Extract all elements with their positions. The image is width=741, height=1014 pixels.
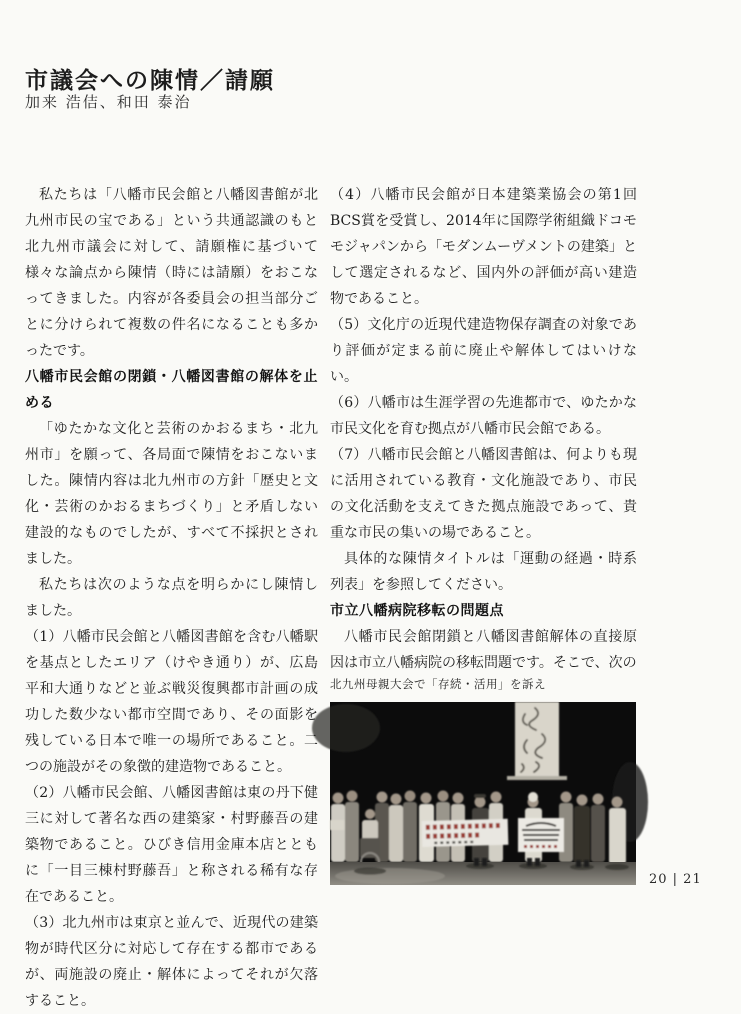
paragraph: 「ゆたかな文化と芸術のかおるまち・北九州市」を願って、各局面で陳情をおこないました。陳情内容は北九州市の方針「歴史と文化・芸術のかおるまちづくり」と矛盾しない建設的なものでしたが、すべて不採択とされました。 bbox=[25, 421, 318, 567]
calligraphy-scroll bbox=[507, 702, 567, 780]
section-heading: 八幡市民会館の閉鎖・八幡図書館の解体を止める bbox=[25, 369, 318, 411]
stage-photo-scene bbox=[330, 702, 636, 885]
paragraph-item-5: （5）文化庁の近現代建造物保存調査の対象であり評価が定まる前に廃止や解体してはいけない。 bbox=[330, 317, 637, 385]
photo-caption: 北九州母親大会で「存続・活用」を訴え bbox=[330, 677, 546, 691]
page-number: 20 | 21 bbox=[649, 872, 702, 887]
paragraph-item-1: （1）八幡市民会館と八幡図書館を含む八幡駅を基点としたエリア（けやき通り）が、広島平和大通りなどと並ぶ戦災復興都市計画の成功した数少ない都市空間であり、その面影を残している日本で唯一の場所であること。二つの施設がその象徴的建造物であること。 bbox=[25, 629, 318, 775]
paragraph-item-2: （2）八幡市民会館、八幡図書館は東の丹下健三に対して著名な西の建築家・村野藤吾の建築物であること。ひびき信用金庫本店とともに「一目三棟村野藤吾」と称される稀有な存在であること。 bbox=[25, 785, 318, 905]
paragraph: 具体的な陳情タイトルは「運動の経過・時系列表」を参照してください。 bbox=[330, 551, 637, 593]
paragraph: 私たちは「八幡市民会館と八幡図書館が北九州市民の宝である」という共通認識のもと北九州市議会に対して、請願権に基づいて様々な論点から陳情（時には請願）をおこなってきました。内容が各委員会の担当部分ごとに分けられて複数の件名になることも多かったです。 bbox=[25, 187, 318, 359]
paragraph-item-4: （4）八幡市民会館が日本建築業協会の第1回BCS賞を受賞し、2014年に国際学術組織ドコモモジャパンから「モダンムーヴメントの建築」として選定されるなど、国内外の評価が高い建造物であること。 bbox=[330, 187, 637, 307]
column-right bbox=[330, 182, 637, 885]
paragraph-item-7: （7）八幡市民会館と八幡図書館は、何よりも現に活用されている教育・文化施設であり、市民の文化活動を支えてきた拠点施設であって、貴重な市民の集いの場であること。 bbox=[330, 447, 637, 541]
protest-banner-text bbox=[422, 819, 509, 847]
protest-banner-building bbox=[518, 818, 564, 852]
authors: 加来 浩佶、和田 泰治 bbox=[25, 93, 192, 111]
paragraph: 私たちは次のような点を明らかにし陳情しました。 bbox=[25, 577, 318, 619]
paragraph-item-6: （6）八幡市は生涯学習の先進都市で、ゆたかな市民文化を育む拠点が八幡市民会館である。 bbox=[330, 395, 637, 437]
paragraph-item-3: （3）北九州市は東京と並んで、近現代の建築物が時代区分に対応して存在する都市であるが、両施設の廃止・解体によってそれが欠落すること。 bbox=[25, 915, 318, 1009]
section-heading: 市立八幡病院移転の問題点 bbox=[330, 603, 504, 619]
page-title: 市議会への陳情／請願 bbox=[25, 67, 275, 95]
paragraph: 八幡市民会館閉鎖と八幡図書館解体の直接原因は市立八幡病院の移転問題です。そこで、次の bbox=[330, 629, 637, 671]
column-left bbox=[25, 182, 318, 1014]
stage-photo bbox=[330, 702, 636, 885]
